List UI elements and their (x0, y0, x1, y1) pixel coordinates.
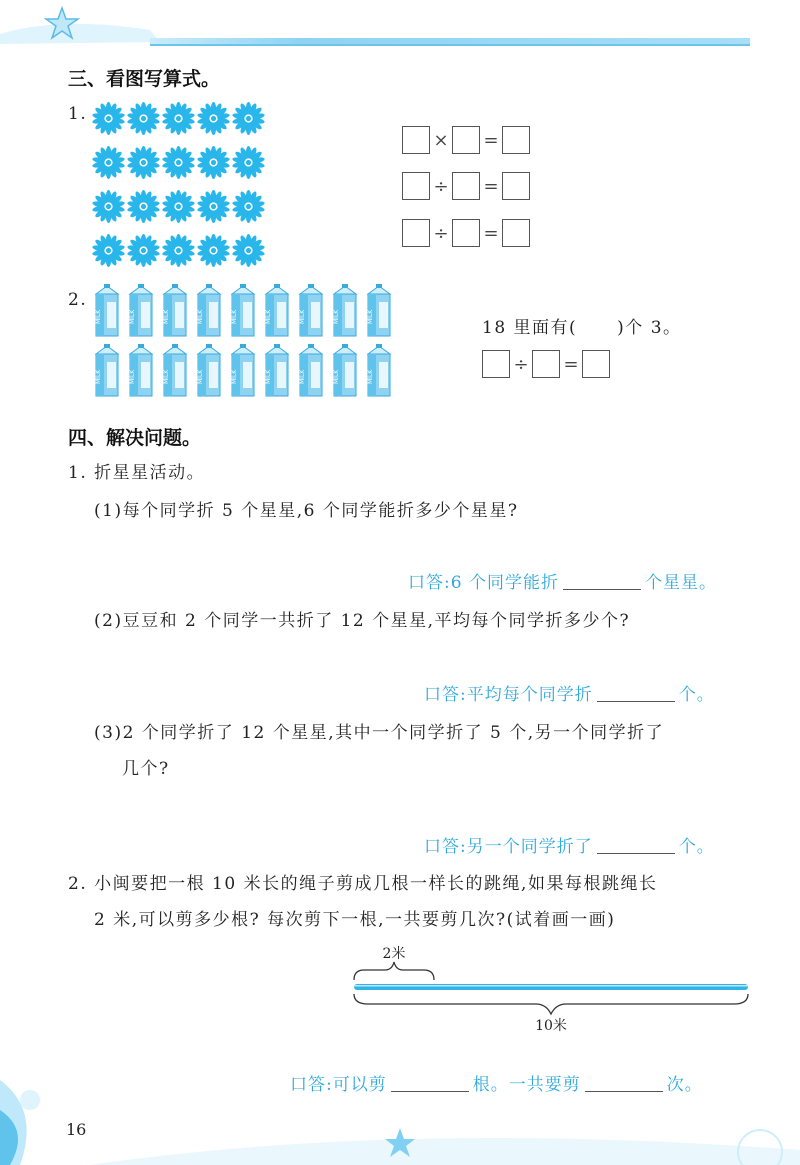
svg-text:MILK: MILK (333, 369, 340, 384)
milk-carton-icon (296, 344, 330, 404)
milk-carton-icon (160, 284, 194, 344)
q4-1-part3-line2: 几个? (122, 759, 170, 779)
flower-icon (162, 102, 197, 146)
answer-box[interactable] (402, 219, 430, 247)
svg-text:MILK: MILK (95, 369, 102, 384)
milk-carton-grid (92, 284, 398, 404)
q4-1-part1: (1)每个同学折 5 个星星,6 个同学能折多少个星星? (94, 501, 519, 521)
answer-text: 个。 (678, 837, 715, 857)
milk-carton-icon (160, 344, 194, 404)
flower-icon (232, 190, 267, 234)
milk-carton-icon (92, 344, 126, 404)
equation-row-3 (402, 219, 530, 249)
milk-carton-icon (126, 284, 160, 344)
svg-text:MILK: MILK (163, 309, 170, 324)
equation-row-1 (402, 126, 530, 156)
svg-text:MILK: MILK (197, 309, 204, 324)
q3-2-prompt (482, 313, 682, 338)
svg-text:MILK: MILK (265, 309, 272, 324)
svg-text:MILK: MILK (265, 369, 272, 384)
svg-text:MILK: MILK (231, 369, 238, 384)
page-number: 16 (66, 1120, 87, 1139)
svg-text:MILK: MILK (197, 369, 204, 384)
footer-decoration (0, 1040, 800, 1165)
q4-2-line1: 2. 小闽要把一根 10 米长的绳子剪成几根一样长的跳绳,如果每根跳绳长 (68, 874, 658, 894)
milk-carton-icon (296, 284, 330, 344)
answer-box[interactable] (502, 172, 530, 200)
svg-text:MILK: MILK (231, 309, 238, 324)
milk-carton-icon (126, 344, 160, 404)
answer-box[interactable] (402, 126, 430, 154)
milk-carton-icon (194, 344, 228, 404)
flower-icon (127, 190, 162, 234)
answer-box[interactable] (452, 126, 480, 154)
answer-box[interactable] (582, 350, 610, 378)
milk-carton-icon (330, 284, 364, 344)
q4-1-title: 1. 折星星活动。 (68, 463, 206, 483)
answer-text: 口答:另一个同学折了 (424, 837, 593, 857)
header-star-icon (42, 6, 82, 42)
answer-box[interactable] (452, 219, 480, 247)
svg-text:MILK: MILK (299, 309, 306, 324)
section-3-title: 三、看图写算式。 (68, 68, 221, 90)
short-rope-label: 2米 (382, 946, 406, 962)
answer-box[interactable] (532, 350, 560, 378)
multiply-sign: × (433, 129, 449, 151)
equation-row-2 (402, 172, 530, 202)
prompt-after: )个 3。 (617, 318, 682, 338)
equals-sign: = (483, 175, 499, 197)
svg-text:MILK: MILK (367, 309, 374, 324)
milk-carton-icon (228, 284, 262, 344)
answer-blank[interactable] (563, 573, 641, 590)
flower-icon (232, 146, 267, 190)
svg-text:MILK: MILK (95, 309, 102, 324)
divide-sign: ÷ (433, 175, 449, 197)
answer-text: 口答:6 个同学能折 (408, 573, 559, 593)
milk-carton-icon (228, 344, 262, 404)
total-rope-label: 10米 (535, 1018, 567, 1034)
equals-sign: = (483, 222, 499, 244)
answer-text: 个。 (678, 685, 715, 705)
answer-blank[interactable] (597, 837, 675, 854)
milk-carton-icon (330, 344, 364, 404)
equation-row-q2 (482, 350, 610, 380)
section-4-title: 四、解决问题。 (68, 427, 202, 449)
flower-icon (127, 102, 162, 146)
answer-text: 口答:平均每个同学折 (424, 685, 593, 705)
flower-icon (92, 146, 127, 190)
q3-1-number: 1. (68, 104, 88, 124)
answer-text: 根。一共要剪 (472, 1075, 581, 1095)
total-brace (354, 994, 748, 1014)
flower-icon (92, 234, 127, 278)
answer-text: 口答:可以剪 (290, 1075, 387, 1095)
svg-text:MILK: MILK (163, 369, 170, 384)
svg-text:MILK: MILK (299, 369, 306, 384)
q4-2-line2: 2 米,可以剪多少根? 每次剪下一根,一共要剪几次?(试着画一画) (94, 910, 616, 930)
header-banner (0, 0, 800, 60)
milk-carton-icon (364, 344, 398, 404)
answer-box[interactable] (402, 172, 430, 200)
answer-box[interactable] (502, 219, 530, 247)
short-brace (354, 962, 434, 980)
rope-diagram (340, 940, 760, 1040)
milk-carton-icon (262, 344, 296, 404)
milk-carton-icon (194, 284, 228, 344)
flower-icon (197, 102, 232, 146)
answer-box[interactable] (502, 126, 530, 154)
answer-box[interactable] (482, 350, 510, 378)
q4-1-part3-line1: (3)2 个同学折了 12 个星星,其中一个同学折了 5 个,另一个同学折了 (94, 723, 665, 743)
flower-icon (92, 190, 127, 234)
flower-grid (92, 102, 267, 278)
svg-text:MILK: MILK (129, 309, 136, 324)
flower-icon (197, 234, 232, 278)
answer-box[interactable] (452, 172, 480, 200)
q4-1-answer1 (408, 568, 717, 593)
flower-icon (162, 146, 197, 190)
answer-text: 次。 (666, 1075, 703, 1095)
milk-carton-icon (262, 284, 296, 344)
flower-icon (232, 234, 267, 278)
milk-carton-icon (92, 284, 126, 344)
rope-line (354, 984, 748, 990)
flower-icon (127, 234, 162, 278)
flower-icon (197, 146, 232, 190)
equals-sign: = (563, 353, 579, 375)
divide-sign: ÷ (513, 353, 529, 375)
flower-icon (162, 234, 197, 278)
q4-1-answer3 (424, 832, 715, 857)
q4-1-answer2 (424, 680, 715, 705)
flower-icon (162, 190, 197, 234)
svg-text:MILK: MILK (333, 309, 340, 324)
prompt-before: 18 里面有( (482, 318, 578, 338)
svg-text:MILK: MILK (367, 369, 374, 384)
flower-icon (92, 102, 127, 146)
q4-1-part2: (2)豆豆和 2 个同学一共折了 12 个星星,平均每个同学折多少个? (94, 611, 631, 631)
milk-carton-icon (364, 284, 398, 344)
flower-icon (127, 146, 162, 190)
q3-2-number: 2. (68, 290, 88, 310)
flower-icon (197, 190, 232, 234)
answer-blank[interactable] (597, 685, 675, 702)
flower-icon (232, 102, 267, 146)
svg-text:MILK: MILK (129, 369, 136, 384)
answer-text: 个星星。 (644, 573, 717, 593)
equals-sign: = (483, 129, 499, 151)
divide-sign: ÷ (433, 222, 449, 244)
